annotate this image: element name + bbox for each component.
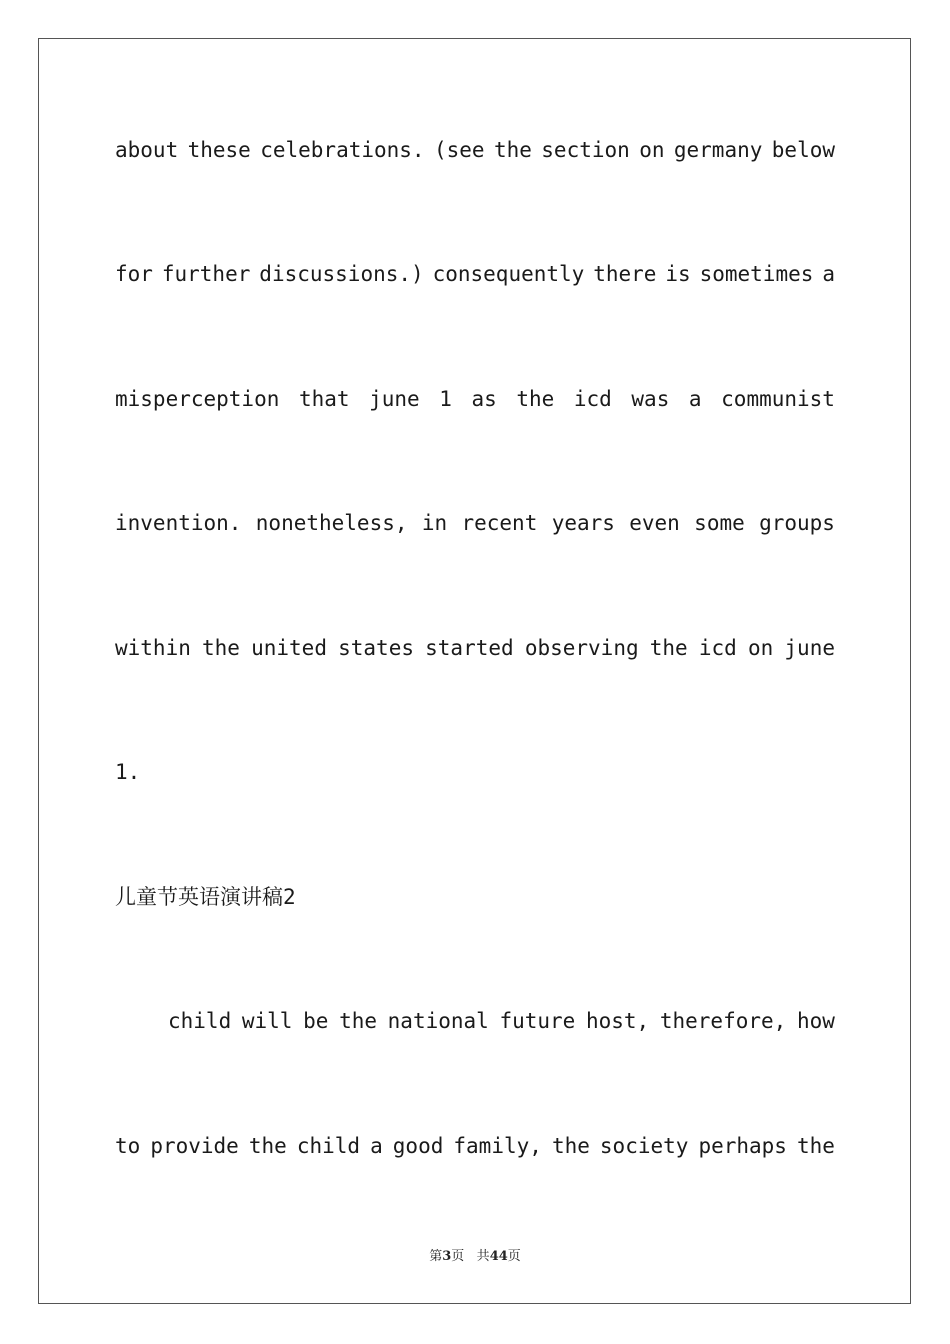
word: germany [673,138,763,162]
page-footer [0,1248,950,1266]
word: there [593,262,657,286]
word: years [551,511,615,535]
word: the [248,1134,287,1158]
word: discussions.) [259,262,424,286]
word: icd [573,387,612,411]
word: communist [721,387,835,411]
paragraph2-line-1 [168,1008,835,1034]
word: the [339,1009,377,1033]
footer-total-pages: 44 [489,1249,508,1264]
word: observing [524,636,639,660]
word: misperception [115,387,280,411]
word: the [493,138,532,162]
word: the [649,636,688,660]
word: invention. [115,511,242,535]
word: a [370,1134,383,1158]
word: groups [759,511,835,535]
word: to [115,1134,141,1158]
word: was [631,387,670,411]
word: the [797,1134,835,1158]
page-border [38,38,911,1304]
word: consequently [432,262,585,286]
word: june [369,387,420,411]
word: the [516,387,555,411]
footer-page-number: 3 [442,1249,452,1264]
word: started [425,636,514,660]
body-line-6: 1. [115,760,141,784]
word: host, [585,1009,650,1033]
body-line-2 [115,261,835,287]
word: provide [150,1134,239,1158]
word: about [115,138,179,162]
word: national [387,1009,489,1033]
word: that [298,387,350,411]
word: a [688,387,702,411]
word: june [784,636,835,660]
footer-total-prefix: 共 [476,1249,490,1264]
word: icd [698,636,737,660]
footer-total-suffix: 页 [507,1249,521,1264]
section-heading: 儿童节英语演讲稿2 [115,885,296,909]
word: united [251,636,327,660]
word: states [338,636,414,660]
word: therefore, [659,1009,787,1033]
word: section [541,138,630,162]
word: on [747,636,774,660]
body-line-5 [115,635,835,661]
word: recent [461,511,538,535]
word: child [168,1009,232,1033]
body-line-1 [115,137,835,163]
word: the [551,1134,590,1158]
word: on [639,138,665,162]
word: nonetheless, [255,511,408,535]
word: these [187,138,251,162]
footer-page-suffix: 页 [451,1249,465,1264]
word: will [241,1009,293,1033]
word: child [296,1134,361,1158]
word: further [161,262,251,286]
word: perhaps [698,1134,787,1158]
word: 1 [439,387,452,411]
body-line-3 [115,386,835,412]
word: as [471,387,497,411]
body-line-4 [115,510,835,536]
word: below [771,138,835,162]
word: is [665,262,691,286]
word: even [629,511,680,535]
word: be [303,1009,329,1033]
word: a [822,262,835,286]
word: how [796,1009,835,1033]
word: some [694,511,745,535]
word: sometimes [699,262,814,286]
paragraph2-line-2 [115,1133,835,1159]
word: good [392,1134,444,1158]
word: society [599,1134,689,1158]
word: future [499,1009,576,1033]
footer-prefix: 第 [429,1249,443,1264]
word: for [115,262,153,286]
word: in [421,511,448,535]
word: the [202,636,240,660]
word: family, [453,1134,542,1158]
word: celebrations. [260,138,425,162]
word: (see [433,138,485,162]
word: within [115,636,191,660]
